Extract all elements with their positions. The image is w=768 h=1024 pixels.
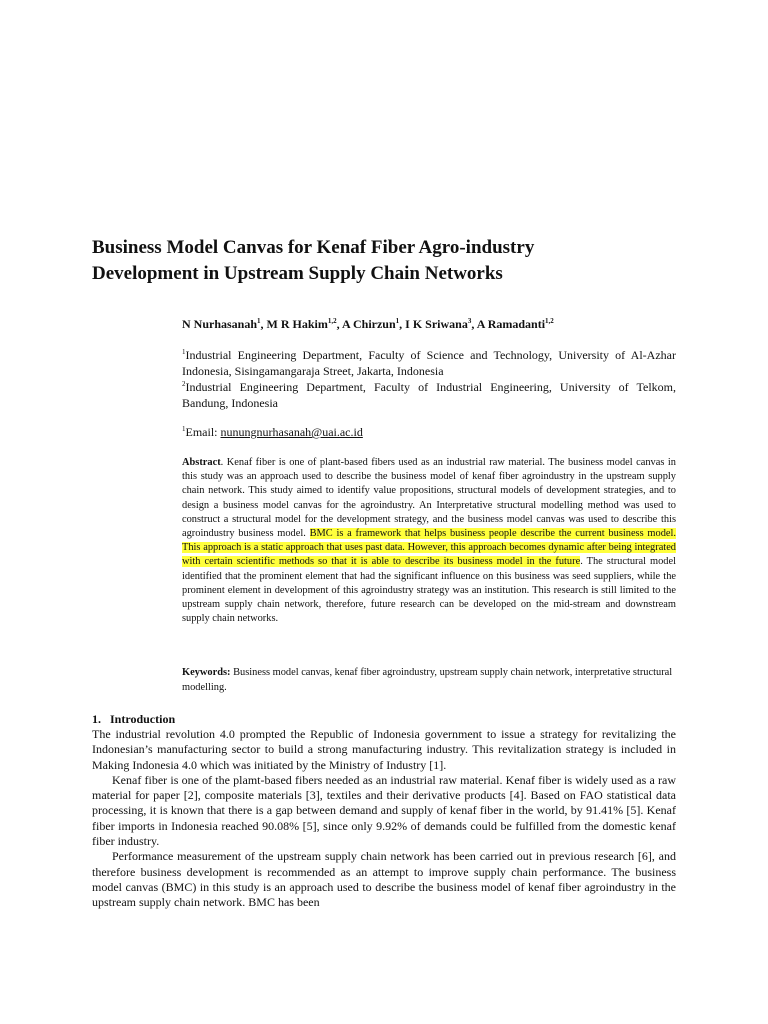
abstract-highlighted-text: BMC is a framework that helps business people describe the current business model. This approach is a static approach that uses past data. However, this approach becomes dynamic after being integrated with certain scientific methods so that it is able to describe its business model in the future	[182, 528, 676, 568]
author-affiliation-mark: 1	[257, 317, 261, 325]
email-affiliation-mark: 1	[182, 425, 186, 433]
author-separator: ,	[399, 317, 406, 331]
title-line-2: Development in Upstream Supply Chain Networks	[92, 263, 503, 284]
keywords-text: Business model canvas, kenaf fiber agroindustry, upstream supply chain network, interpretative structural modelling.	[182, 667, 673, 693]
author-affiliation-mark: 1,2	[545, 317, 554, 325]
affiliations	[182, 347, 676, 411]
affiliation-mark: 2	[182, 380, 186, 388]
section-title: Introduction	[110, 712, 176, 726]
author	[182, 317, 267, 331]
paragraph: Kenaf fiber is one of the plamt-based fibers needed as an industrial raw material. Kenaf fiber is widely used as a raw material for paper [2], composite materials [3], textiles and their derivative products [4]. Based on FAO statistical data processing, it is known that there is a gap between demand and supply of kenaf fiber in the world, by 91.41% [5]. Kenaf fiber imports in Indonesia reached 90.08% [5], since only 9.92% of demands could be fulfilled from the domestic kenaf fiber industry.	[92, 772, 676, 849]
author-separator: ,	[260, 317, 267, 331]
author-affiliation-mark: 1,2	[327, 317, 337, 325]
section-number: 1.	[92, 712, 101, 726]
paper-title	[92, 235, 692, 287]
abstract-heading: Abstract	[182, 457, 221, 468]
affiliation-text: Industrial Engineering Department, Faculty of Science and Technology, University of Al-Azhar Indonesia, Sisingamangaraja Street, Jakarta, Indonesia	[182, 348, 676, 378]
author-name: A Ramadanti	[476, 317, 546, 331]
author-name: M R Hakim	[266, 317, 328, 331]
author-affiliation-mark: 1	[395, 317, 400, 325]
abstract	[182, 456, 676, 626]
author-list	[182, 316, 682, 332]
author	[342, 317, 405, 331]
introduction-body	[92, 727, 676, 911]
affiliation	[182, 347, 676, 379]
author-separator: ,	[471, 317, 477, 331]
author	[477, 317, 554, 331]
abstract-text: . Kenaf fiber is one of plant-based fibers used as an industrial raw material. The business model canvas in this study was an approach used to describe the business model of kenaf fiber agroindustry in the upstream supply chain network. This study aimed to identify value propositions, structural models of development strategies, and to design a business model canvas for the agroindustry. An Interpretative structural modelling method was used to construct a structural model for the development strategy, and the business model canvas was used to describe this agroindustry business model.	[182, 457, 676, 540]
paragraph: Performance measurement of the upstream supply chain network has been carried out in previous research [6], and therefore business development is recommended as an attempt to improve supply chain performance. The business model canvas (BMC) in this study is an approach used to describe the business model of kenaf fiber agroindustry in the upstream supply chain network. BMC has been	[92, 849, 676, 910]
author	[267, 317, 342, 331]
author-affiliation-mark: 3	[467, 317, 472, 325]
affiliation-text: Industrial Engineering Department, Faculty of Industrial Engineering, University of Telkom, Bandung, Indonesia	[182, 380, 676, 410]
keywords-heading: Keywords:	[182, 667, 231, 678]
author-name: I K Sriwana	[405, 317, 468, 331]
affiliation	[182, 379, 676, 411]
affiliation-mark: 1	[182, 348, 186, 356]
author	[405, 317, 477, 331]
author-separator: ,	[336, 317, 342, 331]
contact-email	[182, 424, 676, 440]
keywords	[182, 666, 676, 695]
paragraph: The industrial revolution 4.0 prompted the Republic of Indonesia government to issue a strategy for revitalizing the Indonesian’s manufacturing sector to build a strong manufacturing industry. This revitalization strategy is included in Making Indonesia 4.0 which was initiated by the Ministry of Industry [1].	[92, 727, 676, 772]
title-line-1: Business Model Canvas for Kenaf Fiber Agro-industry	[92, 237, 535, 258]
section-heading-introduction	[92, 711, 175, 727]
email-label: Email:	[185, 425, 221, 439]
author-name: N Nurhasanah	[182, 317, 258, 331]
abstract-text-end: . The structural model identified that the prominent element that had the significant influence on this business was seed suppliers, while the prominent element in development of this agroindustry strategy was an institution. This research is still limited to the upstream supply chain network, therefore, future research can be developed on the mid-stream and downstream supply chain networks.	[182, 556, 676, 625]
email-address-link[interactable]: nunungnurhasanah@uai.ac.id	[220, 425, 363, 439]
author-name: A Chirzun	[341, 317, 396, 331]
